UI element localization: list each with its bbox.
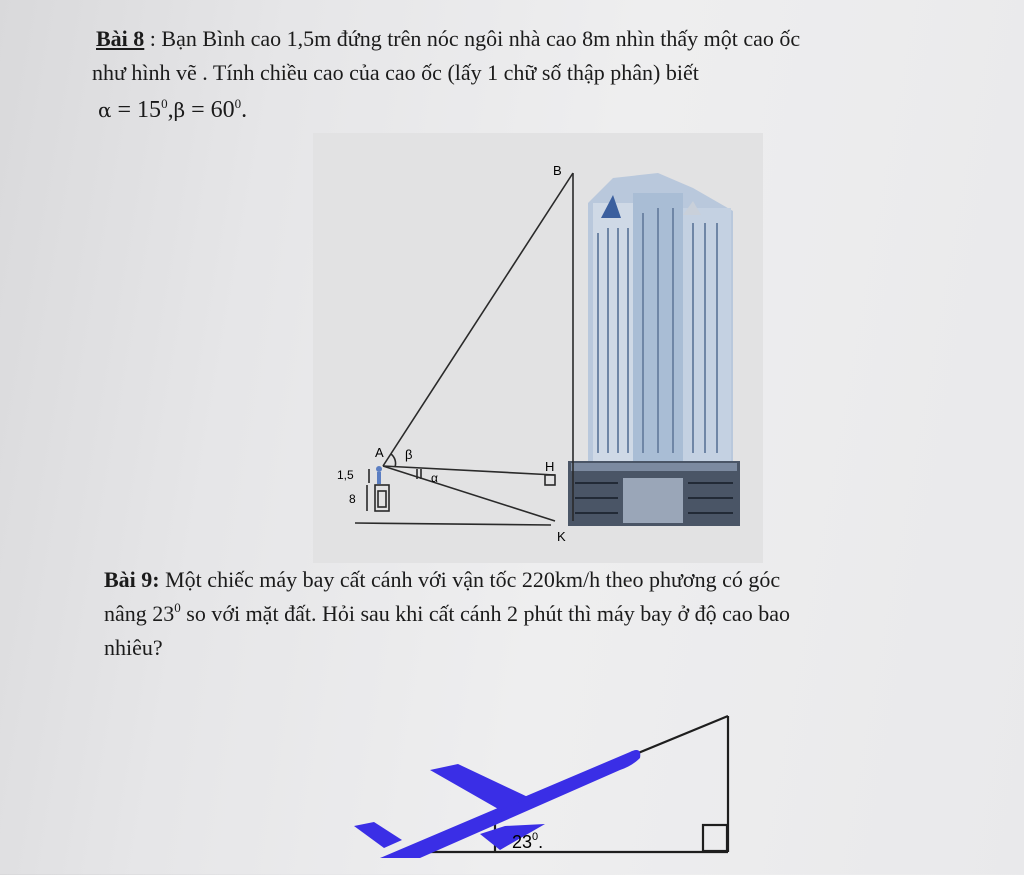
problem9-text-line1: Một chiếc máy bay cất cánh với vận tốc 220km/h theo phương có góc (159, 567, 781, 592)
problem8-label: Bài 8 (96, 26, 145, 51)
house-door (378, 491, 386, 507)
plane-diagram (340, 700, 740, 870)
label-b: B (553, 163, 562, 178)
beta-symbol: β (173, 98, 186, 122)
label-k: K (557, 529, 566, 544)
angle-beta-arc (391, 454, 396, 467)
diagram-lines (355, 173, 573, 525)
beta-value: = 60 (185, 97, 235, 123)
angle-value: 23 (512, 832, 533, 852)
beta-degree: 0 (234, 96, 242, 111)
problem9-line1 (104, 567, 780, 593)
problem8-given-angles (98, 97, 247, 123)
angle-end: . (538, 832, 544, 852)
problem8-text-line1: : Bạn Bình cao 1,5m đứng trên nóc ngôi nhà cao 8m nhìn thấy một cao ốc (144, 26, 801, 51)
building-figure (313, 133, 763, 563)
building-illustration (568, 173, 740, 526)
ground-line (355, 523, 551, 525)
angle-degree: 0 (532, 831, 539, 843)
problem8-text-line2: như hình vẽ . Tính chiều cao của cao ốc (lấy 1 chữ số thập phân) biết (92, 60, 699, 85)
right-angle-h (545, 475, 555, 485)
airplane-icon (354, 750, 640, 858)
plane-figure (340, 700, 740, 870)
label-beta: β (405, 447, 413, 462)
right-angle-marker (703, 825, 727, 851)
problem8-line1 (96, 26, 800, 52)
problem9-text-line2a: nâng 23 (104, 601, 175, 626)
problem9-degree: 0 (174, 600, 181, 615)
angle-label (512, 831, 543, 852)
label-height-house: 8 (349, 492, 356, 506)
comma: , (167, 97, 174, 123)
problem8-line2 (92, 60, 699, 86)
label-alpha: α (431, 471, 438, 485)
problem9-text-line2b: so với mặt đất. Hỏi sau khi cất cánh 2 phút thì máy bay ở độ cao bao (180, 601, 790, 626)
alpha-value: = 15 (111, 97, 162, 123)
problem9-line2 (104, 601, 790, 627)
label-height-person: 1,5 (337, 468, 354, 482)
problem9-line3 (104, 635, 163, 661)
label-h: H (545, 459, 555, 474)
problem9-text-line3: nhiêu? (104, 635, 163, 660)
label-a: A (375, 445, 384, 460)
alpha-symbol: α (98, 98, 112, 122)
person-icon (376, 466, 382, 472)
building-diagram (313, 133, 763, 563)
period: . (241, 97, 248, 123)
alpha-degree: 0 (161, 96, 168, 111)
line-ab (383, 173, 573, 466)
problem9-label: Bài 9: (104, 567, 160, 592)
